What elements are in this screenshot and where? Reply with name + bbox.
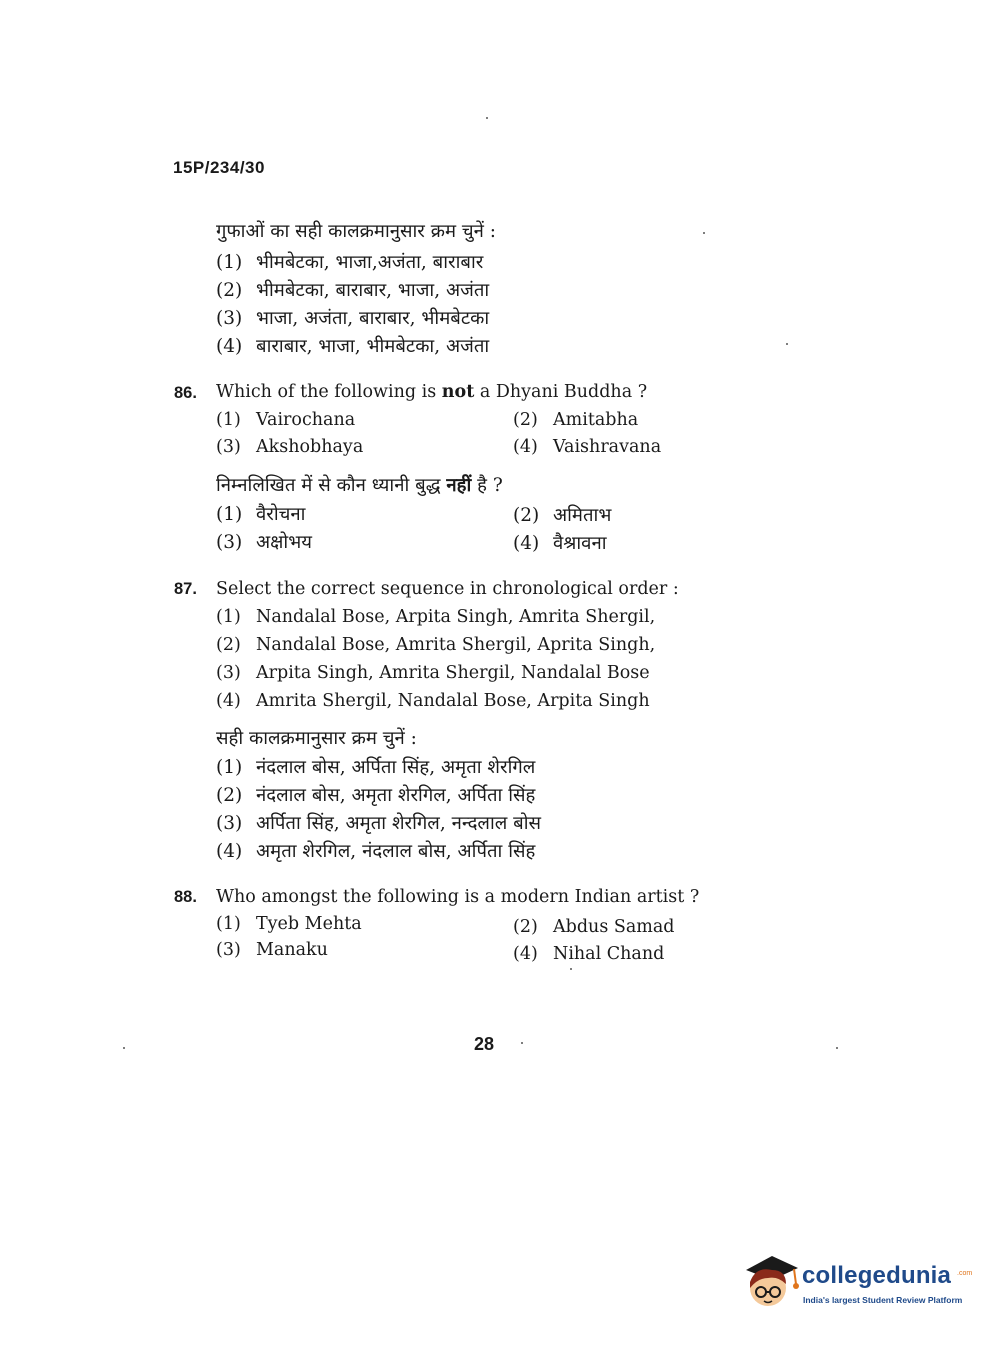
- q86-option-2: [513, 410, 638, 430]
- option-number: (1): [216, 410, 241, 430]
- q88-option-2: [513, 917, 675, 937]
- option-number: (2): [216, 635, 241, 655]
- option-number: (1): [216, 607, 241, 627]
- q85-option-2: [216, 277, 489, 302]
- q86-option-1: [216, 410, 355, 430]
- scan-speck: [486, 117, 488, 119]
- option-number: (4): [216, 336, 243, 357]
- question-text-post: a Dhyani Buddha ?: [474, 382, 648, 402]
- option-text: Arpita Singh, Amrita Shergil, Nandalal Bose: [256, 663, 650, 683]
- scan-speck: [703, 232, 705, 234]
- option-number: (3): [216, 532, 243, 553]
- option-text: भीमबेटका, बाराबार, भाजा, अजंता: [256, 280, 490, 301]
- option-text: Vaishravana: [553, 437, 662, 457]
- option-text: भाजा, अजंता, बाराबार, भीमबेटका: [256, 308, 490, 329]
- option-text: अमिताभ: [553, 505, 612, 526]
- q86-option-4: [513, 437, 661, 457]
- q85-hindi-question: गुफाओं का सही कालक्रमानुसार क्रम चुनें :: [216, 221, 497, 242]
- q86-question: [216, 382, 647, 402]
- option-number: (3): [216, 308, 243, 329]
- option-text: Nihal Chand: [553, 944, 665, 964]
- q85-option-4: [216, 333, 489, 358]
- option-text: वैश्रावना: [553, 533, 607, 554]
- option-number: (2): [513, 917, 538, 937]
- option-text: वैरोचना: [256, 504, 306, 525]
- option-text: Nandalal Bose, Arpita Singh, Amrita Shergil,: [256, 607, 656, 627]
- option-text: अर्पिता सिंह, अमृता शेरगिल, नन्दलाल बोस: [256, 813, 542, 834]
- q85-option-1: [216, 249, 483, 274]
- option-number: (3): [216, 940, 241, 960]
- option-number: (1): [216, 914, 241, 934]
- option-text: Nandalal Bose, Amrita Shergil, Aprita Singh,: [256, 635, 656, 655]
- option-number: (3): [216, 437, 241, 457]
- q87-hindi-option-3: [216, 810, 541, 835]
- q87-option-1: [216, 607, 655, 627]
- option-text: अमृता शेरगिल, नंदलाल बोस, अर्पिता सिंह: [256, 841, 536, 862]
- option-number: (2): [513, 410, 538, 430]
- q87-option-2: [216, 635, 655, 655]
- q88-option-1: [216, 914, 362, 934]
- option-number: (2): [216, 785, 243, 806]
- q87-hindi-option-2: [216, 782, 535, 807]
- logo-tagline: India's largest Student Review Platform: [803, 1295, 963, 1305]
- q88-number: 88.: [174, 888, 197, 906]
- q87-number: 87.: [174, 580, 197, 598]
- q85-option-3: [216, 305, 489, 330]
- option-number: (4): [513, 437, 538, 457]
- q87-hindi-option-1: [216, 754, 535, 779]
- option-text: अक्षोभय: [256, 532, 312, 553]
- option-number: (1): [216, 504, 243, 525]
- q86-option-3: [216, 437, 363, 457]
- logo-brand: collegedunia: [802, 1262, 952, 1289]
- option-text: Manaku: [256, 940, 328, 960]
- q87-option-3: [216, 663, 650, 683]
- option-number: (1): [216, 757, 243, 778]
- option-number: (2): [216, 280, 243, 301]
- question-text-emphasis: नहीं: [446, 475, 472, 496]
- scan-speck: [123, 1047, 125, 1049]
- q88-option-3: [216, 940, 328, 960]
- q87-hindi-option-4: [216, 838, 535, 863]
- page-number: 28: [474, 1034, 495, 1054]
- q86-number: 86.: [174, 384, 197, 402]
- option-number: (4): [216, 841, 243, 862]
- q86-hindi-option-2: [513, 502, 611, 527]
- q86-hindi-option-1: [216, 501, 305, 526]
- question-text-pre: Which of the following is: [216, 382, 442, 402]
- scan-speck: [570, 968, 572, 970]
- q86-hindi-option-4: [513, 530, 607, 555]
- q87-option-4: [216, 691, 650, 711]
- q87-question: Select the correct sequence in chronological order :: [216, 579, 679, 599]
- option-text: Vairochana: [256, 410, 356, 430]
- option-text: Amitabha: [553, 410, 639, 430]
- question-text-post: है ?: [471, 475, 503, 496]
- option-number: (1): [216, 252, 243, 273]
- option-text: Tyeb Mehta: [256, 914, 362, 934]
- option-text: भीमबेटका, भाजा,अजंता, बाराबार: [256, 252, 484, 273]
- option-text: नंदलाल बोस, अमृता शेरगिल, अर्पिता सिंह: [256, 785, 536, 806]
- question-text-emphasis: not: [441, 382, 475, 402]
- q88-option-4: [513, 944, 664, 964]
- option-text: बाराबार, भाजा, भीमबेटका, अजंता: [256, 336, 490, 357]
- q87-hindi-question: सही कालक्रमानुसार क्रम चुनें :: [216, 728, 417, 749]
- scan-speck: [521, 1042, 523, 1044]
- logo-suffix: .com: [957, 1270, 973, 1277]
- q86-hindi-question: [216, 472, 503, 497]
- paper-code: 15P/234/30: [173, 158, 265, 177]
- option-text: नंदलाल बोस, अर्पिता सिंह, अमृता शेरगिल: [256, 757, 536, 778]
- scan-speck: [786, 343, 788, 345]
- q86-hindi-option-3: [216, 529, 312, 554]
- option-number: (4): [513, 533, 540, 554]
- q88-question: Who amongst the following is a modern Indian artist ?: [216, 887, 700, 907]
- option-number: (3): [216, 663, 241, 683]
- option-number: (4): [216, 691, 241, 711]
- option-text: Amrita Shergil, Nandalal Bose, Arpita Singh: [256, 691, 650, 711]
- option-number: (2): [513, 505, 540, 526]
- option-text: Akshobhaya: [256, 437, 364, 457]
- option-number: (3): [216, 813, 243, 834]
- scan-speck: [836, 1047, 838, 1049]
- option-number: (4): [513, 944, 538, 964]
- question-text-pre: निम्नलिखित में से कौन ध्यानी बुद्ध: [216, 475, 447, 496]
- option-text: Abdus Samad: [553, 917, 675, 937]
